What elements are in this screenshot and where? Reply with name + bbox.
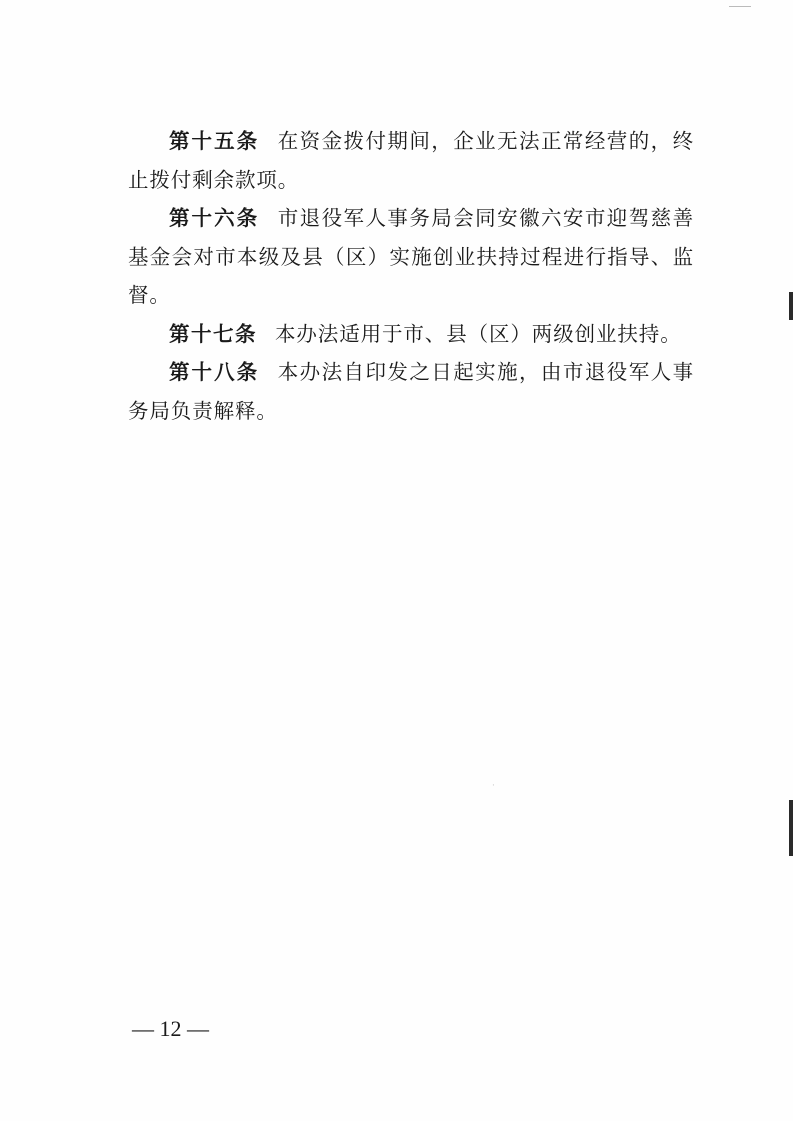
article-17	[128, 315, 694, 354]
article-17-label: 第十七条	[169, 321, 257, 346]
page-number: — 12 —	[132, 1016, 209, 1041]
scan-speck: ·	[492, 781, 495, 791]
scan-artifact-top	[729, 6, 751, 7]
article-18	[128, 353, 694, 430]
article-16	[128, 199, 694, 315]
scan-edge-mark-upper	[789, 292, 793, 320]
article-15	[128, 122, 694, 199]
article-15-label: 第十五条	[169, 129, 260, 153]
document-body	[128, 122, 694, 430]
article-15-text: 在资金拨付期间，企业无法正常经营的，终止拨付剩余款项。	[128, 129, 694, 192]
article-18-label: 第十八条	[169, 360, 260, 384]
article-16-text: 市退役军人事务局会同安徽六安市迎驾慈善基金会对市本级及县（区）实施创业扶持过程进行指导、监督。	[128, 206, 694, 307]
scan-edge-mark-lower	[789, 800, 793, 856]
article-17-text: 本办法适用于市、县（区）两级创业扶持。	[275, 321, 682, 346]
article-16-label: 第十六条	[169, 206, 260, 230]
article-18-text: 本办法自印发之日起实施，由市退役军人事务局负责解释。	[128, 360, 694, 423]
